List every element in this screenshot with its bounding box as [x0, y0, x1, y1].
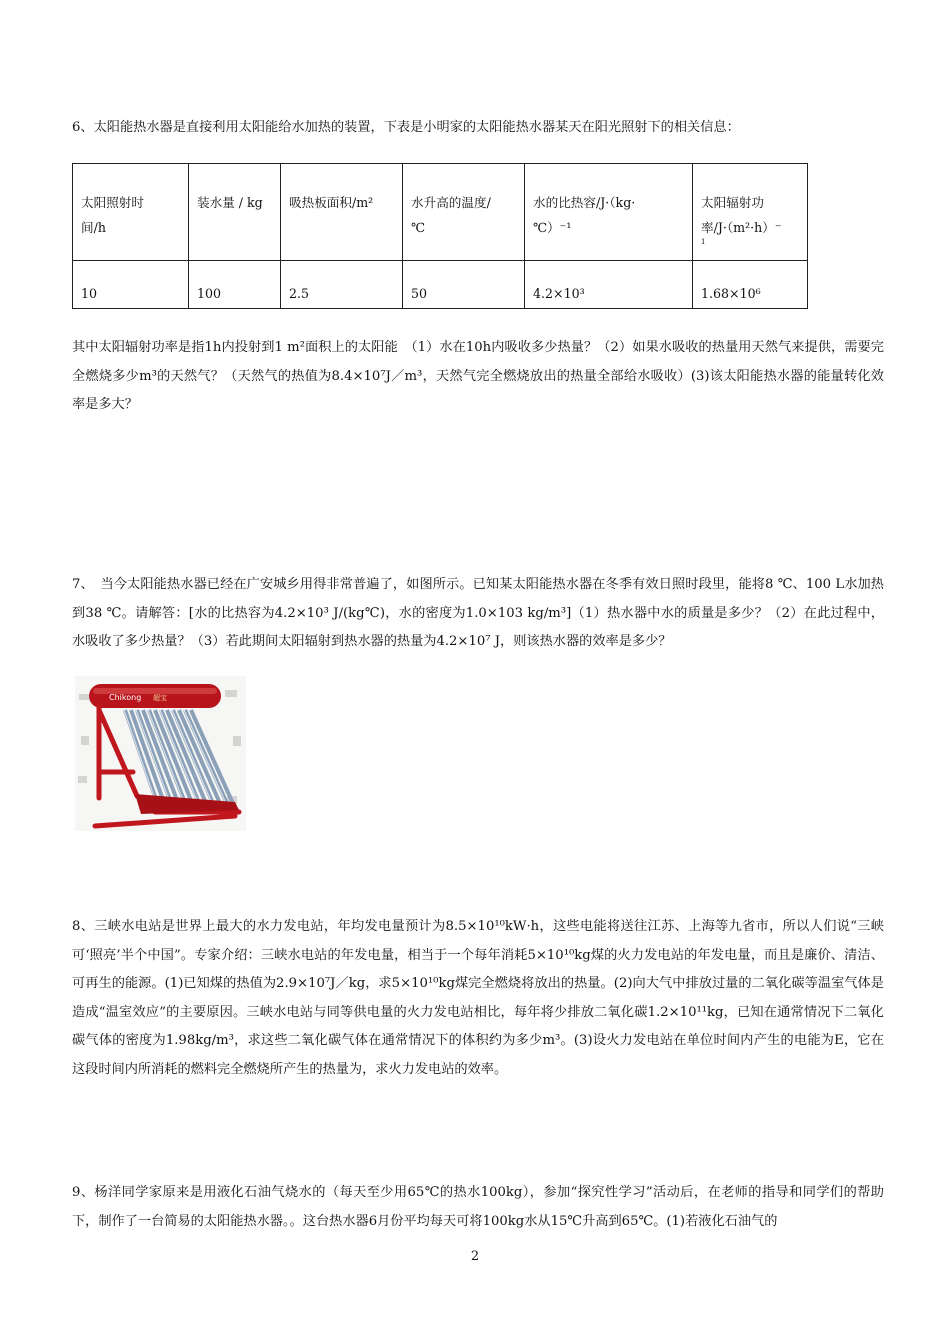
header-cell: 太阳辐射功 率/J·（m²·h）⁻ 1	[693, 164, 808, 261]
q6-body: 其中太阳辐射功率是指1h内投射到1 m²面积上的太阳能 （1）水在10h内吸收多少热量？（2）如果水吸收的热量用天然气来提供，需要完全燃烧多少m³的天然气？（天然气的热值为8.4×10⁷J／m³，天然气完全燃烧放出的热量全部给水吸收）(3)该太阳能热水器的能量转化效率是多大？	[72, 340, 884, 412]
solar-heater-info-table	[72, 163, 808, 309]
q9-body: 9、杨洋同学家原来是用液化石油气烧水的（每天至少用65℃的热水100kg），参加“探究性学习”活动后，在老师的指导和同学们的帮助下，制作了一台简易的太阳能热水器。。这台热水器6月份平均每天可将100kg水从15℃升高到65℃。(1)若液化石油气的	[72, 1185, 884, 1229]
q7-body: 7、 当今太阳能热水器已经在广安城乡用得非常普遍了，如图所示。已知某太阳能热水器在冬季有效日照时段里，能将8 ℃、100 L水加热到38 ℃。请解答：[水的比热容为4.2×10³ J/(kg℃)，水的密度为1.0×103 kg/m³]（1）热水器中水的质量是多少？（2）在此过程中，水吸收了多少热量？（3）若此期间太阳辐射到热水器的热量为4.2×10⁷ J，则该热水器的效率是多少？	[72, 577, 884, 649]
q6-intro: 6、太阳能热水器是直接利用太阳能给水加热的装置，下表是小明家的太阳能热水器某天在阳光照射下的相关信息：	[72, 120, 740, 135]
header-cell: 水升高的温度/ ℃	[403, 164, 525, 261]
table-value-row	[73, 261, 808, 309]
q8-body: 8、三峡水电站是世界上最大的水力发电站，年均发电量预计为8.5×10¹⁰kW·h，这些电能将送往江苏、上海等九省市，所以人们说“三峡可‘照亮’半个中国”。专家介绍：三峡水电站的年发电量，相当于一个每年消耗5×10¹⁰kg煤的火力发电站的年发电量，而且是廉价、清洁、可再生的能源。(1)已知煤的热值为2.9×10⁷J／kg，求5×10¹⁰kg煤完全燃烧将放出的热量。(2)向大气中排放过量的二氧化碳等温室气体是造成“温室效应”的主要原因。三峡水电站与同等供电量的火力发电站相比，每年将少排放二氧化碳1.2×10¹¹kg，已知在通常情况下二氧化碳气体的密度为1.98kg/m³，求这些二氧化碳气体在通常情况下的体积约为多少m³。(3)设火力发电站在单位时间内产生的电能为E，它在这段时间内所消耗的燃料完全燃烧所产生的热量为，求火力发电站的效率。	[72, 919, 884, 1077]
svg-text:超宝: 超宝	[153, 694, 167, 702]
header-cell: 装水量 / kg	[189, 164, 281, 261]
value-cell: 10	[73, 261, 189, 309]
value-cell: 1.68×10⁶	[693, 261, 808, 309]
solar-water-heater-image	[75, 676, 246, 831]
header-cell: 太阳照射时 间/h	[73, 164, 189, 261]
value-cell: 50	[403, 261, 525, 309]
value-cell: 2.5	[281, 261, 403, 309]
page-number: 2	[470, 1249, 480, 1264]
table-header-row	[73, 164, 808, 261]
header-cell: 吸热板面积/m²	[281, 164, 403, 261]
value-cell: 100	[189, 261, 281, 309]
value-cell: 4.2×10³	[525, 261, 693, 309]
header-cell: 水的比热容/J·（kg· ℃）⁻¹	[525, 164, 693, 261]
brand-label: Chikong	[109, 693, 142, 702]
